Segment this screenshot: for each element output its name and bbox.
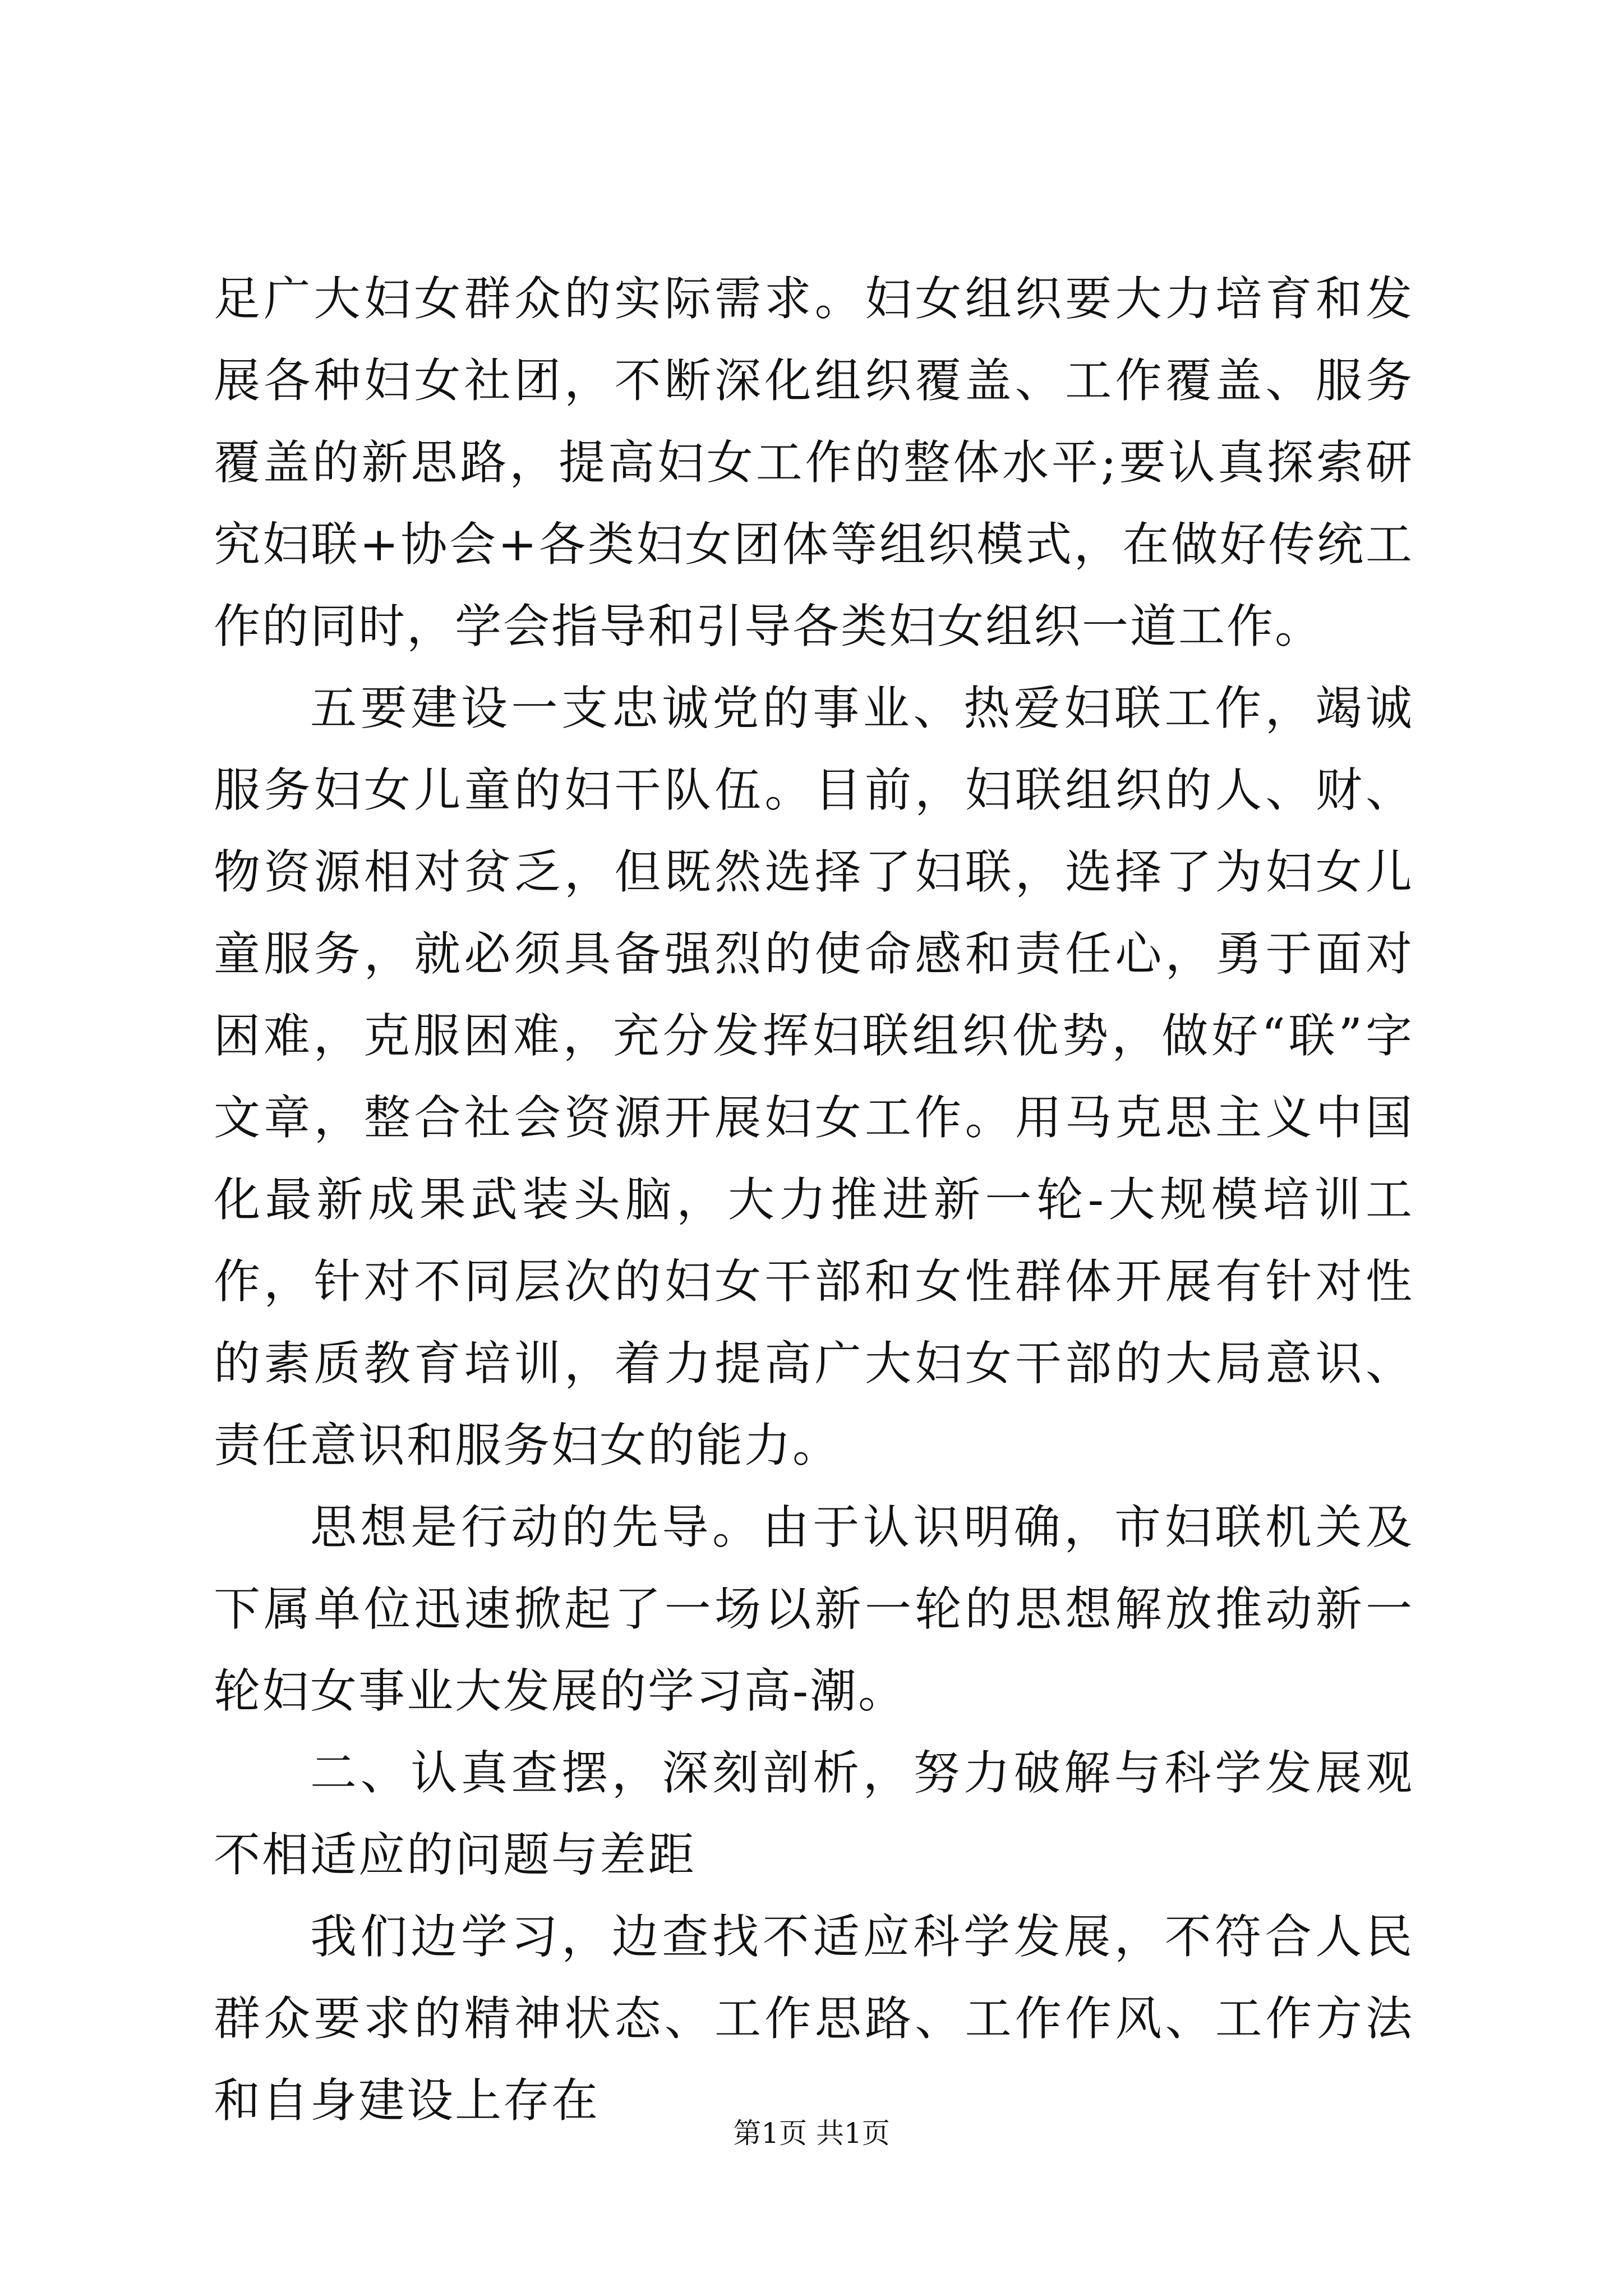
paragraph-cadre-team: 五要建设一支忠诚党的事业、热爱妇联工作，竭诚服务妇女儿童的妇干队伍。目前，妇联组织的人、财、物资源相对贫乏，但既然选择了妇联，选择了为妇女儿童服务，就必须具备强烈的使命感和责任心，勇于面对困难，克服困难，充分发挥妇联组织优势，做好“联”字文章，整合社会资源开展妇女工作。用马克思主义中国化最新成果武装头脑，大力推进新一轮-大规模培训工作，针对不同层次的妇女干部和女性群体开展有针对性的素质教育培训，着力提高广大妇女干部的大局意识、责任意识和服务妇女的能力。 [214, 681, 1414, 1473]
page-footer: 第1页 共1页 [733, 2117, 890, 2150]
paragraph-continuation: 足广大妇女群众的实际需求。妇女组织要大力培育和发展各种妇女社团，不断深化组织覆盖、工作覆盖、服务覆盖的新思路，提高妇女工作的整体水平;要认真探索研究妇联+协会+各类妇女团体等组织模式，在做好传统工作的同时，学会指导和引导各类妇女组织一道工作。 [214, 272, 1414, 654]
document-body [214, 258, 1414, 2142]
section-heading-two: 二、认真查摆，深刻剖析，努力破解与科学发展观不相适应的问题与差距 [214, 1746, 1414, 1882]
paragraph-thought-guide: 思想是行动的先导。由于认识明确，市妇联机关及下属单位迅速掀起了一场以新一轮的思想解放推动新一轮妇女事业大发展的学习高-潮。 [214, 1500, 1414, 1718]
paragraph-self-examination: 我们边学习，边查找不适应科学发展，不符合人民群众要求的精神状态、工作思路、工作作风、工作方法和自身建设上存在 [214, 1910, 1414, 2128]
